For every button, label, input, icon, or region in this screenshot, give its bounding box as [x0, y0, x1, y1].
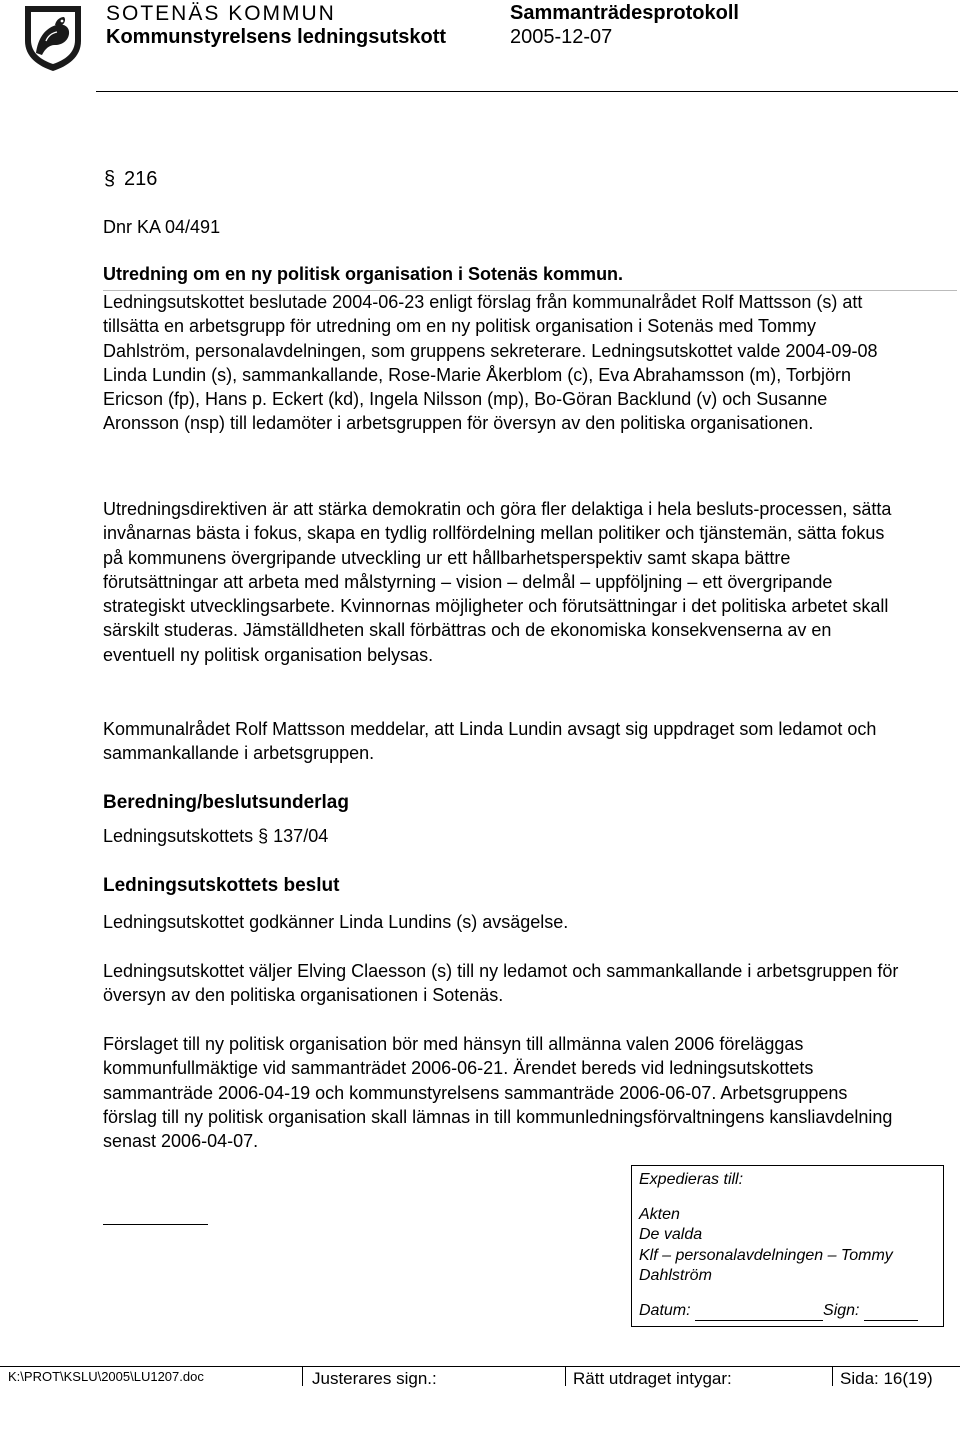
beslut-heading: Ledningsutskottets beslut	[103, 875, 340, 896]
item-title: Utredning om en ny politisk organisation i Sotenäs kommun.	[103, 264, 624, 284]
diary-number: Dnr KA 04/491	[103, 217, 221, 237]
section-sign: §	[104, 168, 116, 190]
section-number: 216	[124, 168, 158, 190]
document-type: Sammanträdesprotokoll	[510, 2, 739, 24]
footer-justeras: Justerares sign.:	[312, 1369, 437, 1388]
beslut-paragraph-1: Ledningsutskottet godkänner Linda Lundins (s) avsägelse.	[103, 912, 569, 932]
body-paragraph-1: Ledningsutskottet beslutade 2004-06-23 enligt förslag från kommunalrådet Rolf Mattsson (s) att tillsätta en arbetsgrupp för utredning om en ny politisk organisation i Sotenäs med Tommy Dahlström, personalavdelningen, som gruppens sekreterare. Ledningsutskottet valde 2004-09-08 Linda Lundin (s), sammankallande, Rose-Marie Åkerblom (c), Eva Abrahamsson (m), Torbjörn Ericson (fp), Hans p. Eckert (kd), Ingela Nilsson (mp), Bo-Göran Backlund (v) och Susanne Aronsson (nsp) till ledamöter i arbetsgruppen för översyn av den politiska organisationen.	[103, 292, 878, 434]
dispatch-box	[631, 1165, 944, 1327]
footer-page-number: Sida: 16(19)	[840, 1369, 933, 1388]
dispatch-recipient: Klf – personalavdelningen – Tommy Dahlström	[639, 1246, 893, 1284]
body-paragraph-3: Kommunalrådet Rolf Mattsson meddelar, att Linda Lundin avsagt sig uppdraget som ledamot och sammankallande i arbetsgruppen.	[103, 719, 877, 764]
header-divider	[96, 91, 958, 92]
datum-label: Datum:	[639, 1301, 691, 1319]
dispatch-recipient: Akten	[639, 1205, 680, 1223]
beredning-ref-number: 137/04	[273, 826, 329, 846]
sign-field[interactable]	[864, 1303, 918, 1321]
beredning-ref-prefix: Ledningsutskottets	[103, 826, 254, 846]
dispatch-title: Expedieras till:	[639, 1171, 744, 1188]
committee-name: Kommunstyrelsens ledningsutskott	[106, 26, 447, 48]
beslut-paragraph-3: Förslaget till ny politisk organisation bör med hänsyn till allmänna valen 2006 föreläggas kommunfullmäktige vid sammanträdet 2006-06-21. Ärendet bereds vid ledningsutskottets sammanträde 2006-04-19 och kommunstyrelsens sammanträde 2006-06-07. Arbetsgruppens förslag till ny politisk organisation skall lämnas in till kommunledningsförvaltningens kansliavdelning senast 2006-04-07.	[103, 1034, 893, 1152]
beredning-ref-sign: §	[258, 826, 269, 846]
sign-label: Sign:	[823, 1301, 860, 1319]
footer-separator	[565, 1366, 566, 1386]
footer-ratt-utdraget: Rätt utdraget intygar:	[573, 1369, 732, 1388]
municipality-crest-logo	[22, 3, 84, 73]
dispatch-date-sign-row	[639, 1301, 937, 1322]
footer-separator	[302, 1366, 303, 1386]
footer-file-path: K:\PROT\KSLU\2005\LU1207.doc	[8, 1369, 204, 1384]
signature-line	[103, 1224, 208, 1225]
beredning-reference	[103, 826, 328, 847]
dispatch-recipient: De valda	[639, 1226, 703, 1243]
beslut-paragraph-2: Ledningsutskottet väljer Elving Claesson (s) till ny ledamot och sammankallande i arbetsgruppen för översyn av den politiska organisationen i Sotenäs.	[103, 961, 899, 1006]
datum-field[interactable]	[695, 1303, 823, 1321]
organization-name: SOTENÄS KOMMUN	[106, 2, 336, 25]
footer-separator	[832, 1366, 833, 1386]
body-paragraph-2: Utredningsdirektiven är att stärka demokratin och göra fler delaktiga i hela besluts-processen, sätta invånarnas bästa i fokus, skapa en tydlig rollfördelning mellan politiker och tjänstemän, sätta fokus på kommunens övergripande utveckling ur ett hållbarhetsperspektiv samt skapa bättre förutsättningar att arbeta med målstyrning – vision – delmål – uppföljning – ett övergripande strategiskt utvecklingsarbete. Kvinnornas möjligheter och förutsättningar i det politiska arbetet skall särskilt studeras. Jämställdheten skall förbättras och de ekonomiska konsekvenserna av en eventuell ny politisk organisation belysas.	[103, 499, 892, 665]
meeting-date: 2005-12-07	[510, 26, 613, 48]
footer-divider	[0, 1366, 960, 1367]
beredning-heading: Beredning/beslutsunderlag	[103, 792, 349, 813]
